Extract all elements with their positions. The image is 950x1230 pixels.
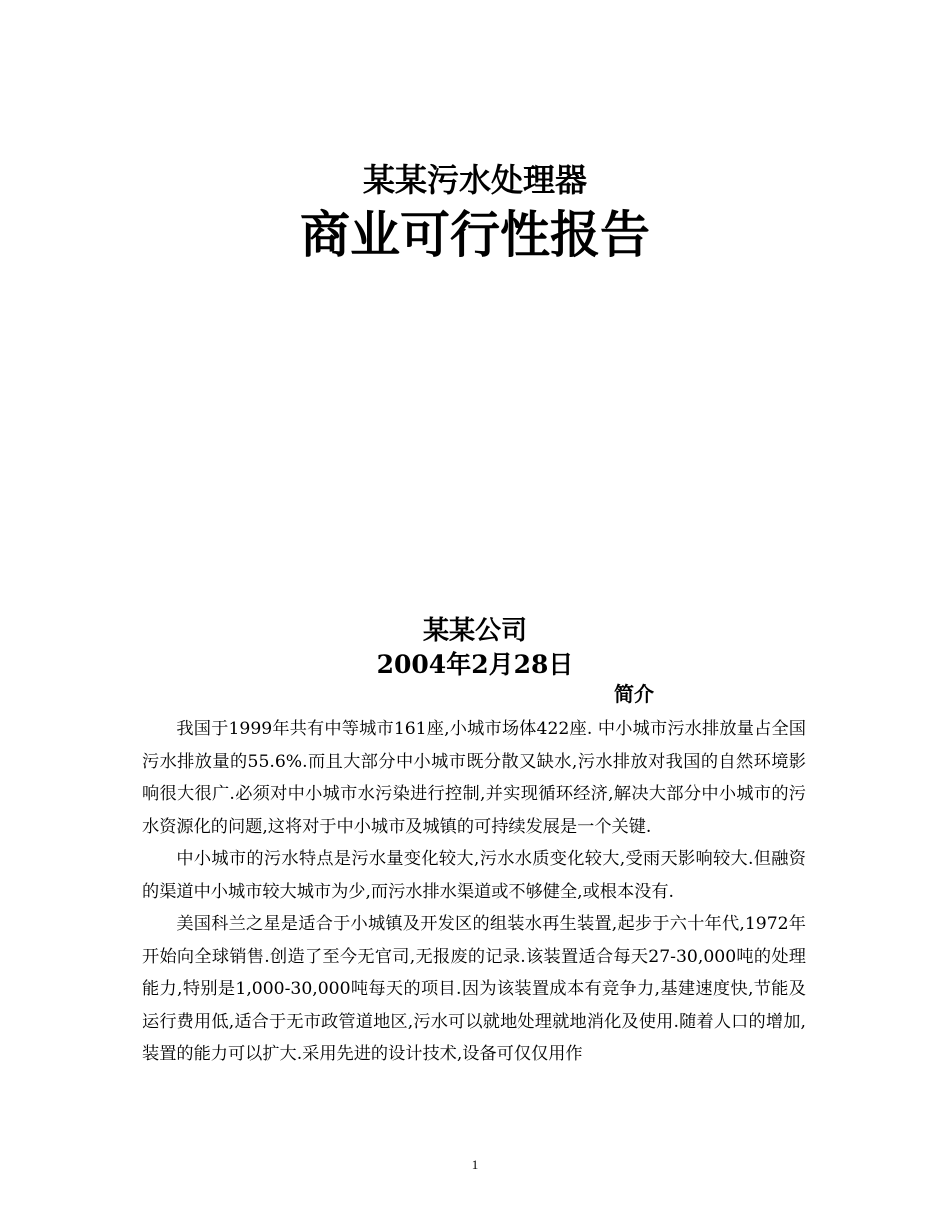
introduction-paragraph-3: 美国科兰之星是适合于小城镇及开发区的组装水再生装置,起步于六十年代,1972年开始向全球销售.创造了至今无官司,无报废的记录.该装置适合每天27-30,000吨的处理能力,特别是1,000-30,000吨每天的项目.因为该装置成本有竞争力,基建速度快,节能及运行费用低,适合于无市政管道地区,污水可以就地处理就地消化及使用.随着人口的增加,装置的能力可以扩大.采用先进的设计技术,设备可仅仅用作 <box>142 914 806 1064</box>
company-name: 某某公司 <box>422 616 527 646</box>
page-number: 1 <box>471 1157 479 1172</box>
introduction-body <box>142 713 806 1071</box>
report-title-line1: 某某污水处理器 <box>362 161 587 199</box>
report-date: 2004年2月28日 <box>376 650 574 679</box>
introduction-heading: 简介 <box>614 682 654 706</box>
introduction-paragraph-2: 中小城市的污水特点是污水量变化较大,污水水质变化较大,受雨天影响较大.但融资的渠道中小城市较大城市为少,而污水排水渠道或不够健全,或根本没有. <box>142 849 806 902</box>
report-title-line2: 商业可行性报告 <box>300 206 650 264</box>
introduction-paragraph-1: 我国于1999年共有中等城市161座,小城市场体422座. 中小城市污水排放量占全国污水排放量的55.6%.而且大部分中小城市既分散又缺水,污水排放对我国的自然环境影响很大很广.必须对中小城市水污染进行控制,并实现循环经济,解决大部分中小城市的污水资源化的问题,这将对于中小城市及城镇的可持续发展是一个关键. <box>142 719 806 837</box>
